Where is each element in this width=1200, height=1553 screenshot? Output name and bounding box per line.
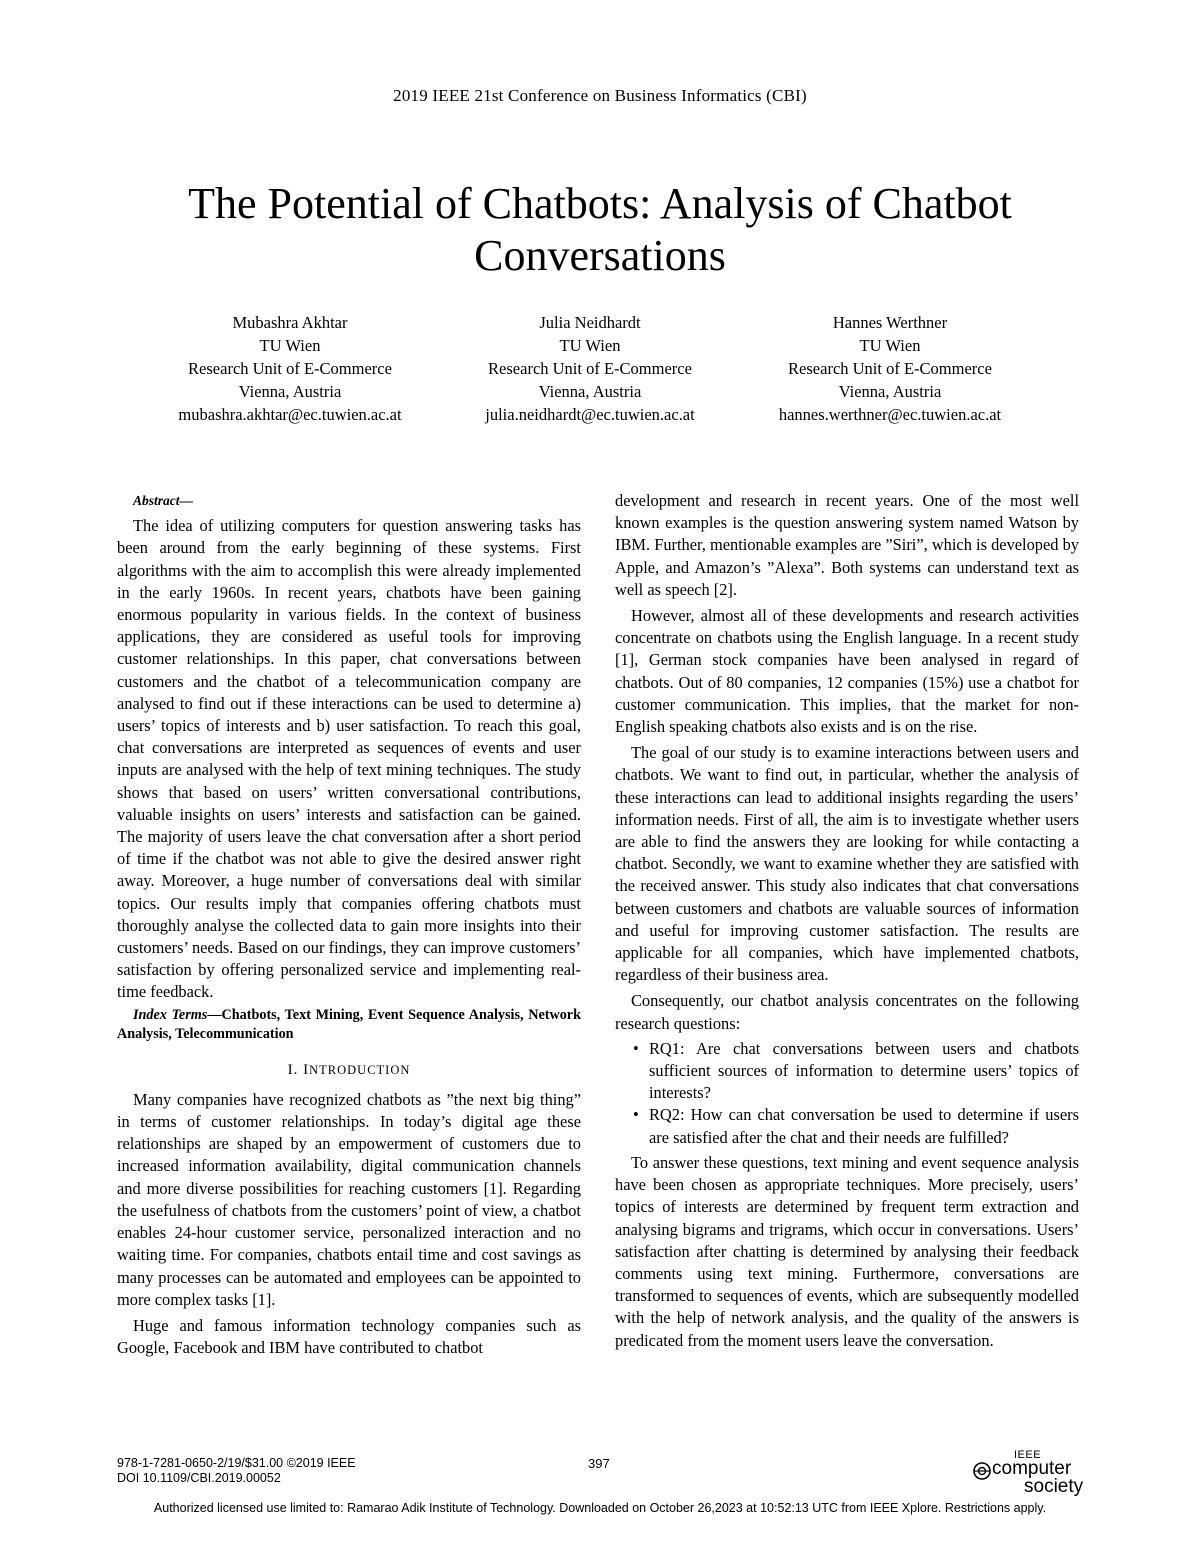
author-unit: Research Unit of E-Commerce xyxy=(788,359,992,378)
author-1 xyxy=(140,311,440,426)
author-email[interactable]: hannes.werthner@ec.tuwien.ac.at xyxy=(778,405,1002,424)
intro-paragraph-2: Huge and famous information technology companies such as Google, Facebook and IBM have contributed to chatbot xyxy=(117,1315,581,1358)
research-questions-list xyxy=(615,1038,1079,1149)
logo-emblem-icon xyxy=(972,1461,992,1481)
rq2-text: RQ2: How can chat conversation be used to determine if users are satisfied after the chat and their needs are fulfilled? xyxy=(649,1105,1079,1147)
license-notice: Authorized licensed use limited to: Ramarao Adik Institute of Technology. Downloaded on October 26,2023 at 10:52:13 UTC from IEEE Xplore. Restrictions apply. xyxy=(153,1501,1047,1515)
author-location: Vienna, Austria xyxy=(538,382,642,401)
logo-ieee-text: IEEE xyxy=(1014,1449,1042,1461)
author-unit: Research Unit of E-Commerce xyxy=(188,359,392,378)
ieee-computer-society-logo xyxy=(968,1449,1096,1497)
author-email[interactable]: mubashra.akhtar@ec.tuwien.ac.at xyxy=(178,405,402,424)
right-column xyxy=(615,490,1079,1352)
right-paragraph-1: However, almost all of these developments and research activities concentrate on chatbots using the English language. In a recent study [1], German stock companies have been analysed in regard of chatbots. Out of 80 companies, 12 companies (15%) use a chatbot for customer communication. This implies, that the market for non-English speaking chatbots also exists and is on the rise. xyxy=(615,606,1079,737)
footer-publication-info xyxy=(117,1456,356,1486)
section-title-rest: NTRODUCTION xyxy=(309,1062,411,1077)
conference-header: 2019 IEEE 21st Conference on Business Informatics (CBI) xyxy=(393,86,807,105)
section-number: I. xyxy=(287,1061,299,1078)
author-affiliation: TU Wien xyxy=(559,336,621,355)
paper-title xyxy=(120,178,1080,282)
author-name: Mubashra Akhtar xyxy=(232,313,348,332)
bullet-icon: • xyxy=(633,1038,639,1058)
author-name: Julia Neidhardt xyxy=(539,313,641,332)
title-line-2: Conversations xyxy=(474,231,726,280)
index-terms xyxy=(117,1006,581,1044)
left-column xyxy=(117,490,581,1359)
list-item xyxy=(633,1038,1079,1105)
section-title-first: I xyxy=(303,1061,310,1078)
author-affiliation: TU Wien xyxy=(259,336,321,355)
author-block xyxy=(140,311,1040,426)
author-affiliation: TU Wien xyxy=(859,336,921,355)
author-3 xyxy=(740,311,1040,426)
index-terms-text: —Chatbots, Text Mining, Event Sequence Analysis, Network Analysis, Telecommunication xyxy=(117,1006,581,1042)
footer-doi: DOI 10.1109/CBI.2019.00052 xyxy=(117,1471,281,1485)
logo-line-2: society xyxy=(1024,1476,1084,1497)
right-paragraph-0: development and research in recent years. One of the most well known examples is the question answering system named Watson by IBM. Further, mentionable examples are ”Siri”, which is developed by Apple, and Amazon’s ”Alexa”. Both systems can understand text as well as speech [2]. xyxy=(615,491,1079,599)
author-location: Vienna, Austria xyxy=(238,382,342,401)
author-name: Hannes Werthner xyxy=(832,313,948,332)
intro-paragraph-1: Many companies have recognized chatbots as ”the next big thing” in terms of customer relationships. In today’s digital age these relationships are shaped by an empowerment of customers due to increased information availability, digital communication channels and more diverse possibilities for reaching customers [1]. Regarding the usefulness of chatbots from the customers’ point of view, a chatbot enables 24-hour customer service, personalized interaction and no waiting time. For companies, chatbots entail time and cost savings as many processes can be automated and employees can be appointed to more complex tasks [1]. xyxy=(117,1089,581,1309)
right-paragraph-3: Consequently, our chatbot analysis concentrates on the following research questions: xyxy=(615,991,1079,1033)
logo-line-1: computer xyxy=(992,1458,1072,1479)
bullet-icon: • xyxy=(633,1105,639,1125)
page-number: 397 xyxy=(588,1456,610,1471)
author-email[interactable]: julia.neidhardt@ec.tuwien.ac.at xyxy=(485,405,695,424)
author-2 xyxy=(440,311,740,426)
right-paragraph-4: To answer these questions, text mining and event sequence analysis have been chosen as appropriate techniques. More precisely, users’ topics of interests are determined by frequent term extraction and analysing bigrams and trigrams, which occur in conversations. Users’ satisfaction after chatting is determined by analysing their feedback comments using text mining. Furthermore, conversations are transformed to sequences of events, which are subsequently modelled with the help of network analysis, and the quality of the answers is predicated from the moment users leave the conversation. xyxy=(615,1152,1079,1350)
footer-isbn: 978-1-7281-0650-2/19/$31.00 ©2019 IEEE xyxy=(117,1456,356,1470)
list-item xyxy=(633,1104,1079,1148)
abstract-heading: Abstract— xyxy=(133,493,194,508)
author-unit: Research Unit of E-Commerce xyxy=(488,359,692,378)
abstract-text: The idea of utilizing computers for question answering tasks has been around from the early beginning of these systems. First algorithms with the aim to accomplish this were already implemented in the early 1960s. In recent years, chatbots have been gaining enormous popularity in various fields. In the context of business applications, they are considered as useful tools for improving customer relationships. In this paper, chat conversations between customers and the chatbot of a telecommunication company are analysed to find out if these interactions can be used to determine a) users’ topics of interests and b) user satisfaction. To reach this goal, chat conversations are interpreted as sequences of events and user inputs are analysed with the help of text mining techniques. The study shows that based on users’ written conversational contributions, valuable insights on users’ interests and satisfaction can be gained. The majority of users leave the chat conversation after a short period of time if the chatbot was not able to give the desired answer right away. Moreover, a huge number of conversations deal with similar topics. Our results imply that companies offering chatbots must thoroughly analyse the collected data to gain more insights into their customers’ needs. Based on our findings, they can improve customers’ satisfaction by offering personalized service and implementing real-time feedback. xyxy=(117,516,581,1002)
right-paragraph-2: The goal of our study is to examine interactions between users and chatbots. We want to find out, in particular, whether the analysis of these interactions can lead to additional insights regarding the users’ information needs. First of all, the aim is to investigate whether users are able to find the answers they are looking for while contacting a chatbot. Secondly, we want to examine whether they are satisfied with the received answer. This study also indicates that chat conversations between customers and chatbots are valuable sources of information and useful for improving customer satisfaction. The results are applicable for all companies, which have implemented chatbots, regardless of their business area. xyxy=(615,743,1079,985)
index-terms-label: Index Terms xyxy=(133,1006,208,1023)
title-line-1: The Potential of Chatbots: Analysis of Chatbot xyxy=(188,179,1012,228)
author-location: Vienna, Austria xyxy=(838,382,942,401)
rq1-text: RQ1: Are chat conversations between users and chatbots sufficient sources of information to determine users’ topics of interests? xyxy=(649,1038,1079,1103)
section-heading-introduction xyxy=(117,1059,581,1081)
